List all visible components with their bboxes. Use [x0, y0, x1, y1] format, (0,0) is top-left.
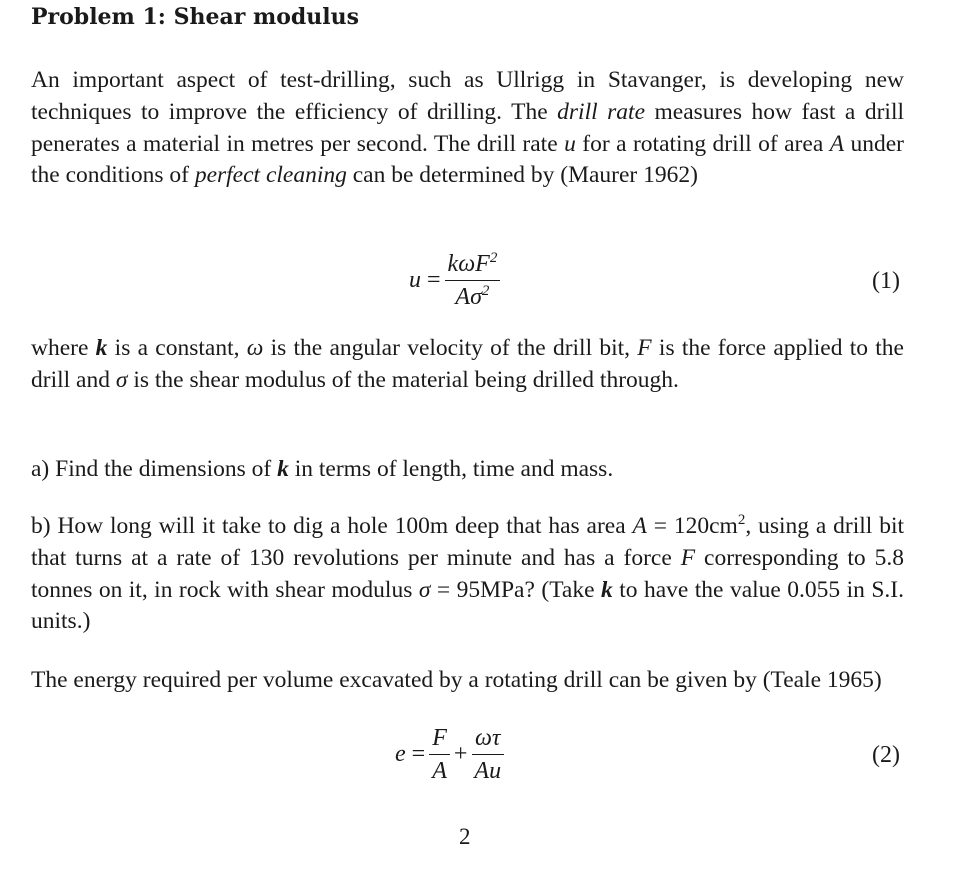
text-run: to have the value 0.055 in S.I. units.) — [31, 576, 905, 635]
eq1-fraction — [445, 250, 501, 311]
text-run: = 120cm — [646, 513, 738, 539]
math-A: A — [829, 130, 845, 157]
unit-exponent: 2 — [737, 512, 746, 528]
text-run: is the shear modulus of the material being drilled through. — [127, 366, 679, 393]
text-run: , using a drill bit that turns at a rate of 130 revolutions per minute and has a force — [31, 513, 904, 571]
eq1-denominator-text: Aσ — [455, 284, 482, 310]
energy-paragraph: The energy required per volume excavated by a rotating drill can be given by (Teale 1965) — [31, 667, 882, 693]
eq1-numerator — [445, 250, 501, 281]
math-A: A — [632, 513, 647, 539]
text-run: for a rotating drill of area — [575, 130, 830, 157]
text-run: a) Find the dimensions of — [31, 456, 278, 482]
text-run: where — [31, 335, 96, 361]
eq2-plus: + — [453, 741, 468, 767]
definitions-paragraph — [31, 333, 904, 397]
text-run: corresponding to 5.8 tonnes on it, in rock with shear modulus — [31, 544, 904, 603]
text-run: can be determined by (Maurer 1962) — [346, 162, 698, 189]
emphasis-perfect-cleaning: perfect cleaning — [194, 162, 347, 189]
eq2-fraction-2 — [471, 724, 504, 785]
emphasis-drill-rate: drill rate — [557, 98, 646, 125]
text-run: An important aspect of test-drilling, such as Ullrigg in Stavanger, is developing new techniques to improve the efficiency of drilling. The — [31, 67, 904, 125]
intro-paragraph — [31, 65, 904, 192]
eq2-fraction-1 — [429, 724, 450, 785]
equation-2 — [395, 724, 508, 785]
math-sigma: σ — [115, 366, 128, 393]
text-run: is the angular velocity of the drill bit, — [263, 335, 638, 361]
eq2-lhs: e — [395, 741, 406, 767]
math-k: k — [95, 335, 108, 361]
math-F: F — [637, 335, 652, 361]
text-run: = 95MPa? (Take — [430, 576, 601, 603]
equation-2-number: (2) — [872, 742, 900, 768]
math-k: k — [601, 576, 613, 603]
equation-1-number: (1) — [872, 268, 900, 294]
part-a-question — [31, 454, 904, 486]
eq2-f1-numerator: F — [429, 724, 450, 755]
eq2-f2-numerator: ωτ — [472, 724, 504, 755]
eq2-f2-denominator: Au — [474, 758, 502, 784]
eq1-numerator-exp: 2 — [489, 250, 498, 266]
eq1-lhs: u — [409, 267, 421, 293]
eq1-numerator-text: kωF — [447, 251, 490, 277]
text-run: b) How long will it take to dig a hole 100m deep that has area — [31, 513, 633, 539]
eq1-denominator — [452, 281, 492, 311]
page-number: 2 — [459, 824, 471, 849]
problem-heading: Problem 1: Shear modulus — [31, 4, 360, 30]
text-run: is the force applied to the drill and — [31, 335, 904, 393]
text-run: is a constant, — [107, 335, 247, 361]
math-k: k — [277, 456, 289, 482]
equation-1 — [409, 250, 504, 311]
eq2-equals: = — [411, 741, 426, 767]
eq1-denominator-exp: 2 — [481, 283, 490, 299]
text-run: under the conditions of — [31, 130, 904, 189]
math-u: u — [564, 130, 576, 157]
math-sigma: σ — [418, 576, 431, 603]
text-run: measures how fast a drill penerates a material in metres per second. The drill rate — [31, 98, 905, 157]
text-run: in terms of length, time and mass. — [288, 456, 614, 482]
part-b-question — [31, 511, 904, 638]
eq2-f1-denominator: A — [432, 758, 447, 784]
eq1-equals: = — [427, 267, 441, 293]
math-omega: ω — [246, 335, 264, 361]
math-F: F — [680, 544, 696, 571]
